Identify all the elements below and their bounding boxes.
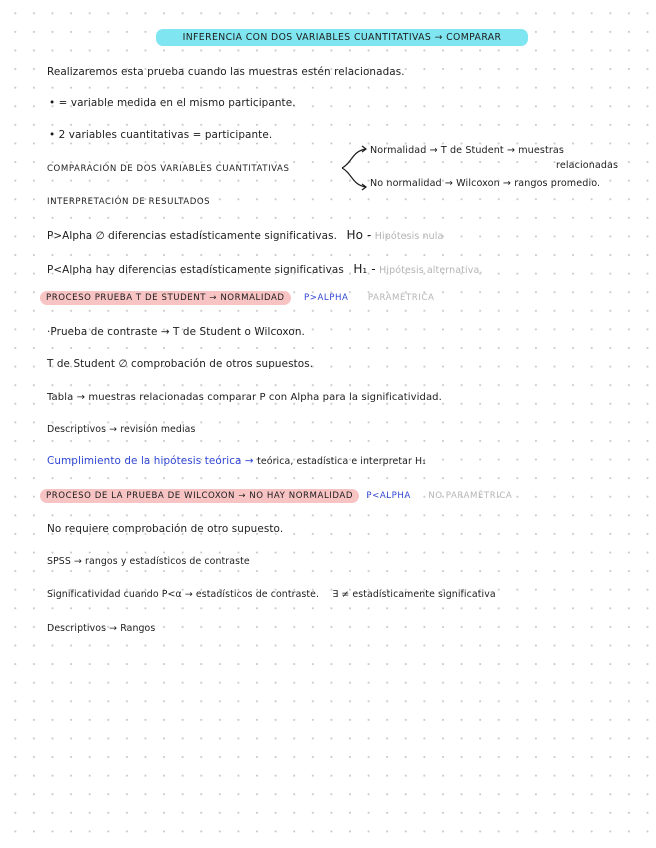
proceso-w-palpha: P<ALPHA [366,491,411,501]
p-menor-line [47,262,483,276]
cumplimiento-rest: teórica, estadística e interpretar H₁ [257,456,426,467]
exists-text: ∃ ≠ estadísticamente significativa [332,589,496,600]
ho-note: Hipótesis nula [374,231,444,242]
spss-line: SPSS → rangos y estadísticos de contraste [47,556,250,567]
tabla-line: Tabla → muestras relacionadas comparar P con Alpha para la significatividad. [47,392,442,403]
proceso-t-line [40,291,434,303]
proceso-t-heading: PROCESO PRUEBA T DE STUDENT → NORMALIDAD [40,291,291,305]
intro-line: Realizaremos esta prueba cuando las muestras estén relacionadas. [47,66,405,78]
comparacion-heading: COMPARACIÓN DE DOS VARIABLES CUANTITATIVAS [47,164,290,174]
p-mayor-line [47,228,443,242]
proceso-t-palpha: P>ALPHA [303,293,349,303]
prueba-contraste-line: ·Prueba de contraste → T de Student o Wilcoxon. [47,326,305,338]
branch-normalidad-cont: relacionadas [556,160,619,171]
cumplimiento-line [47,455,426,467]
ho-label: Ho - [346,228,372,242]
p-menor-text: P<Alpha hay diferencias estadísticamente significativas [47,264,344,276]
significatividad-text: Significatividad cuando P<α → estadísticos de contraste. [47,589,320,600]
t-student-line: T de Student ∅ comprobación de otros supuestos. [47,358,314,370]
proceso-w-heading: PROCESO DE LA PRUEBA DE WILCOXON → NO HAY NORMALIDAD [40,489,359,503]
branch-brace-icon [340,145,368,191]
descriptivos-rangos-line: Descriptivos → Rangos [47,623,156,634]
bullet-line-1: • = variable medida en el mismo participante. [49,97,296,109]
proceso-w-line [40,489,512,501]
branch-no-normalidad: No normalidad → Wilcoxon → rangos promedio. [370,178,601,189]
h1-note: Hipótesis alternativa. [379,265,483,276]
page-title: INFERENCIA CON DOS VARIABLES CUANTITATIVAS → COMPARAR [156,29,528,46]
branch-normalidad: Normalidad → T de Student → muestras [370,145,564,156]
cumplimiento-text: Cumplimiento de la hipótesis teórica → [47,455,254,467]
significatividad-line [47,589,496,600]
bullet-line-2: • 2 variables cuantitativas = participante. [49,129,273,141]
h1-label: H₁ - [353,262,376,276]
interpretacion-heading: INTERPRETACIÓN DE RESULTADOS [47,197,211,207]
p-mayor-text: P>Alpha ∅ diferencias estadísticamente significativas. [47,230,338,242]
descriptivos-medias-line: Descriptivos → revisión medias [47,424,196,435]
proceso-w-tipo: NO PARAMÉTRICA [428,491,513,501]
no-requiere-line: No requiere comprobación de otro supuesto. [47,523,284,535]
proceso-t-tipo: PARAMÉTRICA [367,293,435,303]
